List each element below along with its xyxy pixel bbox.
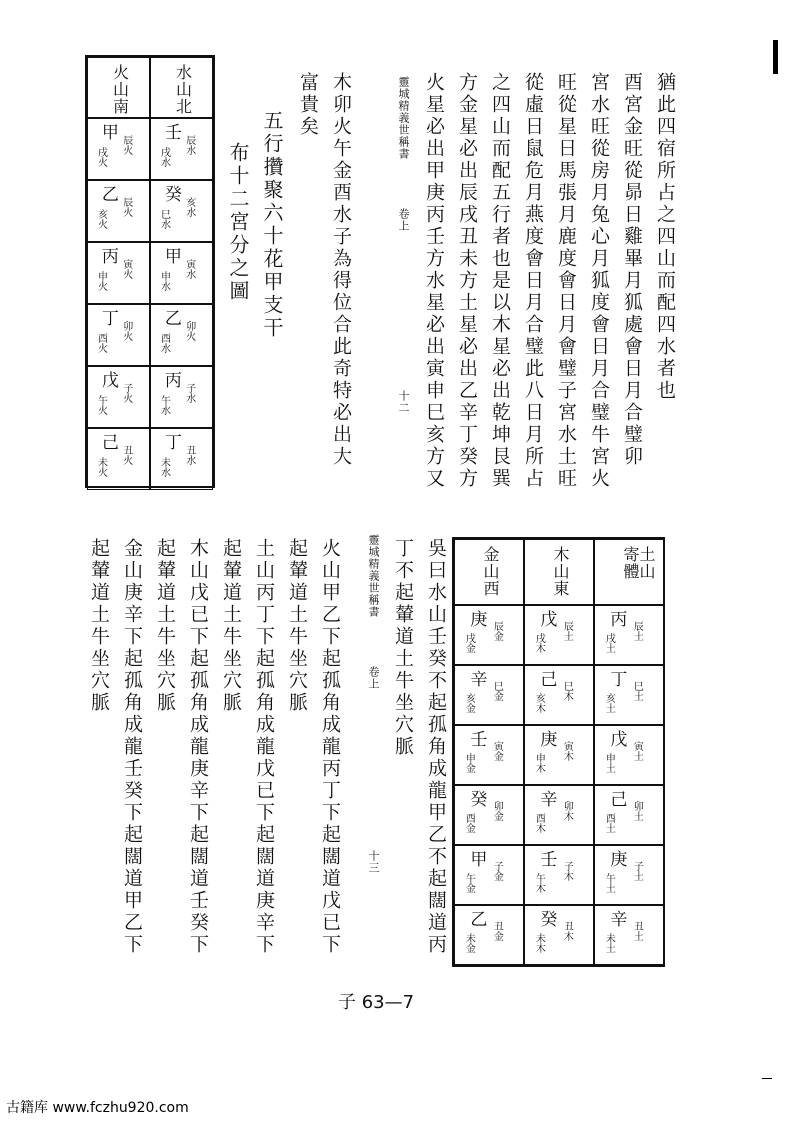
heavenly-stem: 丙 <box>610 610 628 630</box>
table-header-cell <box>594 539 664 605</box>
branch-element-a: 子火 <box>120 382 132 403</box>
mountain-heading: 土山 寄體 <box>621 546 656 580</box>
table-cell <box>87 304 150 366</box>
text-column: 方金星必出辰戌丑未方土星必出乙辛丁癸方 <box>456 72 478 490</box>
heavenly-stem: 戊 <box>610 730 628 750</box>
heavenly-stem: 癸 <box>164 185 182 205</box>
branch-element-b: 戌木 <box>533 633 545 653</box>
table-cell <box>87 366 150 428</box>
branch-element-a: 子金 <box>491 861 503 881</box>
branch-element-a: 卯火 <box>183 320 195 341</box>
table-header-cell <box>524 539 594 605</box>
text-column: 起輦道土牛坐穴脈 <box>154 538 176 714</box>
text-column: 旺從星日馬張月鹿度會日月會璧子宮水土旺 <box>555 72 577 490</box>
text-column: 丁不起輦道土牛坐穴脈 <box>392 538 414 758</box>
table-cell <box>150 180 213 242</box>
branch-element-a: 寅火 <box>120 258 132 279</box>
mountain-heading: 木山東 <box>551 546 570 597</box>
heavenly-stem: 壬 <box>470 730 488 750</box>
branch-element-b: 酉水 <box>158 332 170 353</box>
branch-element-a: 卯火 <box>120 320 132 341</box>
table-cell <box>87 242 150 304</box>
branch-element-a: 巳木 <box>561 681 573 701</box>
branch-element-b: 戌金 <box>463 633 475 653</box>
heavenly-stem: 辛 <box>470 670 488 690</box>
heavenly-stem: 庚 <box>540 730 558 750</box>
table-cell <box>524 725 594 785</box>
branch-element-b: 未土 <box>603 933 615 953</box>
heavenly-stem: 乙 <box>101 185 119 205</box>
branch-element-b: 酉金 <box>463 813 475 833</box>
branch-element-b: 申木 <box>533 753 545 773</box>
table-cell <box>524 845 594 905</box>
bottom-tick <box>762 1078 772 1079</box>
branch-element-b: 亥金 <box>463 693 475 713</box>
text-column: 富貴矣 <box>297 72 319 138</box>
branch-element-b: 戌土 <box>603 633 615 653</box>
mountain-heading: 水山北 <box>173 64 193 115</box>
branch-element-a: 巳金 <box>491 681 503 701</box>
table-cell <box>150 366 213 428</box>
branch-element-b: 未金 <box>463 933 475 953</box>
table-cell <box>454 605 524 665</box>
heavenly-stem: 辛 <box>610 910 628 930</box>
table-cell <box>594 845 664 905</box>
branch-element-a: 亥水 <box>183 196 195 217</box>
heavenly-stem: 己 <box>610 790 628 810</box>
text-column: 宮水旺從房月兔心月狐度會日月合璧牛宮火 <box>588 72 610 490</box>
table-cell <box>594 605 664 665</box>
branch-element-b: 酉木 <box>533 813 545 833</box>
heavenly-stem: 己 <box>540 670 558 690</box>
branch-element-a: 丑木 <box>561 921 573 941</box>
branch-element-b: 酉土 <box>603 813 615 833</box>
heavenly-stem: 丁 <box>164 433 182 453</box>
branch-element-b: 戌火 <box>95 146 107 167</box>
branch-element-a: 子土 <box>631 861 643 881</box>
folio-number: 十三 <box>367 850 380 874</box>
heavenly-stem: 戊 <box>101 371 119 391</box>
table-cell <box>87 428 150 490</box>
heavenly-stem: 辛 <box>540 790 558 810</box>
page-number: 子 63—7 <box>338 992 415 1013</box>
branch-element-a: 辰水 <box>183 134 195 155</box>
table-cell <box>150 428 213 490</box>
book-title-marginal: 靈城精義世稱書 <box>367 534 380 618</box>
juan-marginal: 卷上 <box>367 666 380 690</box>
text-column: 土山丙丁下起孤角成龍戊已下起闊道庚辛下 <box>253 538 275 956</box>
branch-element-b: 酉火 <box>95 332 107 353</box>
table-cell <box>150 304 213 366</box>
heavenly-stem: 丙 <box>164 371 182 391</box>
table-header-cell <box>87 57 150 118</box>
heavenly-stem: 丁 <box>101 309 119 329</box>
branch-element-b: 申土 <box>603 753 615 773</box>
text-column: 酉宮金旺從昴日雞畢月狐處會日月合璧卯 <box>621 72 643 468</box>
juan-marginal: 卷上 <box>397 208 410 232</box>
text-column: 之四山而配五行者也是以木星必出乾坤艮巽 <box>489 72 511 490</box>
heavenly-stem: 癸 <box>540 910 558 930</box>
branch-element-a: 寅金 <box>491 741 503 761</box>
branch-element-a: 寅水 <box>183 258 195 279</box>
heavenly-stem: 壬 <box>540 850 558 870</box>
branch-element-a: 寅土 <box>631 741 643 761</box>
table-cell <box>594 665 664 725</box>
mountain-heading: 火山南 <box>110 64 130 115</box>
text-column: 從虛日鼠危月燕度會日月合璧此八日月所占 <box>522 72 544 490</box>
branch-element-b: 午金 <box>463 873 475 893</box>
branch-element-b: 亥火 <box>95 208 107 229</box>
table-cell <box>524 605 594 665</box>
table-cell <box>454 665 524 725</box>
folio-number: 十二 <box>397 390 410 414</box>
branch-element-a: 丑火 <box>120 444 132 465</box>
heavenly-stem: 丙 <box>101 247 119 267</box>
table-cell <box>594 905 664 965</box>
branch-element-a: 辰火 <box>120 134 132 155</box>
branch-element-b: 午木 <box>533 873 545 893</box>
branch-element-a: 卯木 <box>561 801 573 821</box>
site-footer: 古籍库 www.fczhu920.com <box>6 1100 189 1116</box>
branch-element-a: 寅木 <box>561 741 573 761</box>
text-column: 火星必出甲庚丙壬方水星必出寅申巳亥方又 <box>423 72 445 490</box>
branch-element-a: 丑土 <box>631 921 643 941</box>
branch-element-a: 辰火 <box>120 196 132 217</box>
diagram-heading: 五行攢聚六十花甲支干 <box>260 110 284 340</box>
branch-element-b: 未火 <box>95 456 107 477</box>
heavenly-stem: 甲 <box>101 123 119 143</box>
branch-element-a: 巳土 <box>631 681 643 701</box>
heavenly-stem: 庚 <box>610 850 628 870</box>
heavenly-stem: 庚 <box>470 610 488 630</box>
table-header-cell <box>454 539 524 605</box>
table-cell <box>150 118 213 180</box>
heavenly-stem: 壬 <box>164 123 182 143</box>
text-column: 吳曰水山壬癸不起孤角成龍甲乙不起闊道丙 <box>425 538 447 956</box>
branch-element-a: 卯金 <box>491 801 503 821</box>
heavenly-stem: 戊 <box>540 610 558 630</box>
heavenly-stem: 癸 <box>470 790 488 810</box>
branch-element-a: 辰金 <box>491 621 503 641</box>
branch-element-b: 戌水 <box>158 146 170 167</box>
text-column: 金山庚辛下起孤角成龍壬癸下起闊道甲乙下 <box>121 538 143 956</box>
branch-element-b: 申水 <box>158 270 170 291</box>
scan-edge-mark <box>773 40 778 74</box>
table-cell <box>524 905 594 965</box>
table-cell <box>87 180 150 242</box>
branch-element-b: 午火 <box>95 394 107 415</box>
table-cell <box>524 665 594 725</box>
branch-element-a: 辰土 <box>561 621 573 641</box>
diagram-heading: 布十二宮分之圖 <box>226 142 250 303</box>
branch-element-a: 子木 <box>561 861 573 881</box>
text-column: 木卯火午金酉水子為得位合此奇特必出大 <box>330 72 352 468</box>
text-column: 木山戊已下起孤角成龍庚辛下起闊道壬癸下 <box>187 538 209 956</box>
mountain-heading: 金山西 <box>481 546 500 597</box>
table-cell <box>454 785 524 845</box>
branch-element-b: 午土 <box>603 873 615 893</box>
branch-element-a: 卯土 <box>631 801 643 821</box>
text-column: 火山甲乙下起孤角成龍丙丁下起闊道戊已下 <box>319 538 341 956</box>
table-header-cell <box>150 57 213 118</box>
branch-element-a: 丑水 <box>183 444 195 465</box>
text-column: 起輦道土牛坐穴脈 <box>286 538 308 714</box>
branch-element-b: 午水 <box>158 394 170 415</box>
branch-element-b: 未木 <box>533 933 545 953</box>
table-cell <box>454 725 524 785</box>
heavenly-stem: 乙 <box>470 910 488 930</box>
table-cell <box>87 118 150 180</box>
heavenly-stem: 甲 <box>164 247 182 267</box>
branch-element-b: 亥木 <box>533 693 545 713</box>
branch-element-b: 未水 <box>158 456 170 477</box>
table-cell <box>524 785 594 845</box>
table-cell <box>454 905 524 965</box>
table-cell <box>150 242 213 304</box>
book-title-marginal: 靈城精義世稱書 <box>397 76 410 160</box>
table-cell <box>454 845 524 905</box>
branch-element-b: 巳水 <box>158 208 170 229</box>
branch-element-a: 丑金 <box>491 921 503 941</box>
branch-element-b: 申火 <box>95 270 107 291</box>
branch-element-b: 申金 <box>463 753 475 773</box>
branch-element-a: 辰土 <box>631 621 643 641</box>
heavenly-stem: 甲 <box>470 850 488 870</box>
heavenly-stem: 己 <box>101 433 119 453</box>
text-column: 起輦道土牛坐穴脈 <box>88 538 110 714</box>
branch-element-a: 子水 <box>183 382 195 403</box>
heavenly-stem: 乙 <box>164 309 182 329</box>
table-cell <box>594 725 664 785</box>
text-column: 猶此四宿所占之四山而配四水者也 <box>654 72 676 402</box>
heavenly-stem: 丁 <box>610 670 628 690</box>
text-column: 起輦道土牛坐穴脈 <box>220 538 242 714</box>
branch-element-b: 亥土 <box>603 693 615 713</box>
table-cell <box>594 785 664 845</box>
